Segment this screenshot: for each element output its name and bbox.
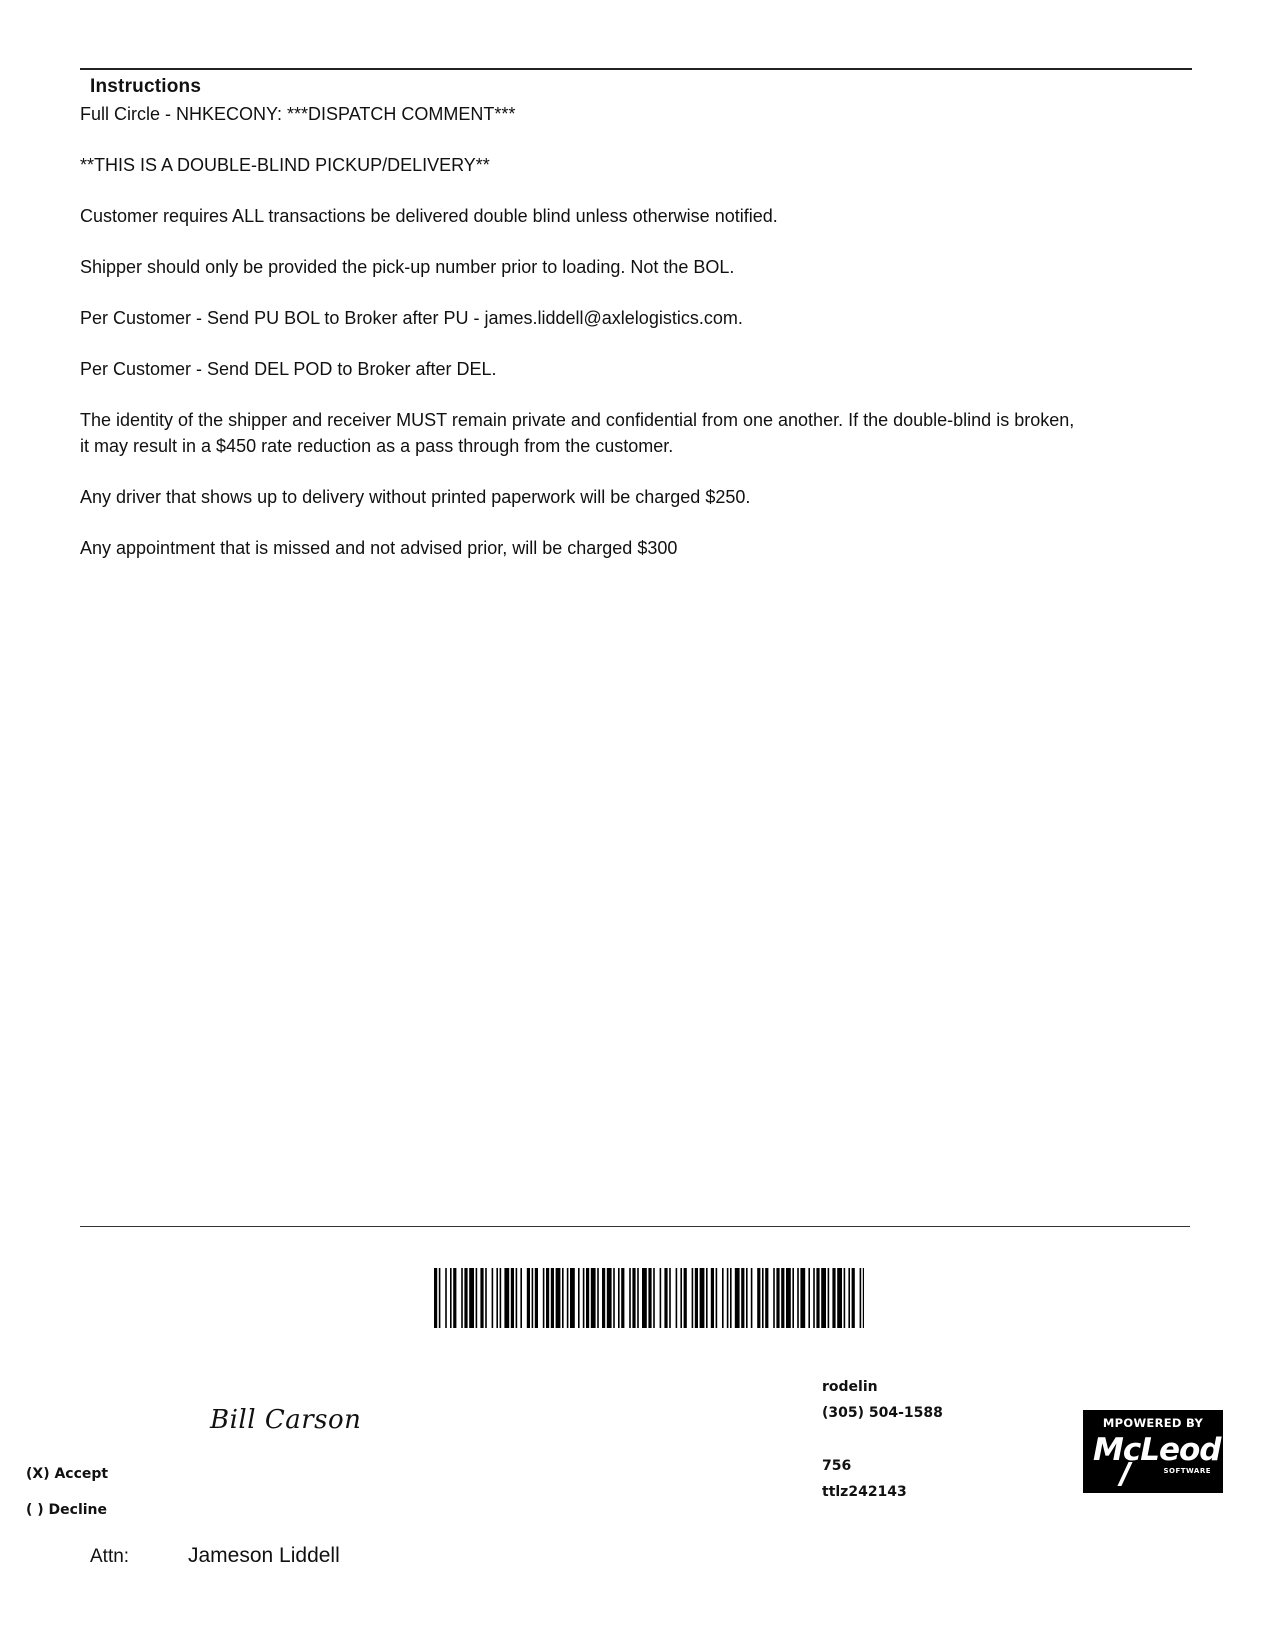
decline-option: ( ) Decline [26,1502,108,1518]
barcode-bar [746,1268,748,1328]
barcode-bar [730,1268,732,1328]
barcode-bar [844,1268,846,1328]
logo-tagline: MPOWERED BY [1102,1416,1204,1430]
barcode-bar [669,1268,671,1328]
barcode-bar [535,1268,538,1328]
barcode-bar [556,1268,561,1328]
barcode-bar [695,1268,698,1328]
barcode-bar [735,1268,740,1328]
barcode-bar [852,1268,855,1328]
barcode-bar [586,1268,589,1328]
barcode-bar [602,1268,605,1328]
barcode-bar [716,1268,718,1328]
barcode-bar [439,1268,441,1328]
barcode-bar [527,1268,530,1328]
contact-phone: (305) 504-1588 [822,1405,943,1421]
barcode-bar [751,1268,753,1328]
instruction-line: Any driver that shows up to delivery without printed paperwork will be charged $250. [80,486,751,507]
instruction-line: Any appointment that is missed and not advised prior, will be charged $300 [80,537,678,558]
barcode-bar [461,1268,463,1328]
barcode-bar [653,1268,655,1328]
barcode-bar [496,1268,498,1328]
barcode-bar [567,1268,569,1328]
barcode-bar [765,1268,768,1328]
barcode-bar [860,1268,862,1328]
barcode-bar [706,1268,708,1328]
barcode-bar [837,1268,842,1328]
barcode-bar [757,1268,760,1328]
barcode-bar [632,1268,635,1328]
barcode-bar [453,1268,456,1328]
barcode-bar [516,1268,518,1328]
barcode-bar [434,1268,437,1328]
logo-brand: McLeod [1093,1432,1221,1468]
barcode-bar [680,1268,682,1328]
instruction-line: Full Circle - NHKECONY: ***DISPATCH COMMENT*** [80,104,516,124]
barcode-bar [485,1268,487,1328]
barcode-bar [684,1268,687,1328]
barcode-bar [800,1268,805,1328]
barcode-bar [863,1268,864,1328]
instruction-line: Shipper should only be provided the pick-up number prior to loading. Not the BOL. [80,257,735,277]
barcode-bar [828,1268,830,1328]
instructions-body [80,102,1080,587]
barcode-bar [642,1268,647,1328]
barcode-bar [621,1268,624,1328]
logo-subtitle: SOFTWARE [1163,1467,1211,1475]
instruction-line: **THIS IS A DOUBLE-BLIND PICKUP/DELIVERY** [80,155,490,175]
barcode-bar [664,1268,667,1328]
barcode-bar [469,1268,474,1328]
barcode-bar [551,1268,554,1328]
barcode-bar [578,1268,580,1328]
instruction-line: Customer requires ALL transactions be delivered double blind unless otherwise notified. [80,206,778,226]
barcode-bar [607,1268,612,1328]
barcode-bar [450,1268,452,1328]
barcode-bar [629,1268,631,1328]
instruction-line: Per Customer - Send PU BOL to Broker after PU - james.liddell@axlelogistics.com. [80,308,743,328]
contact-number: 756 [822,1458,852,1474]
barcode-bar [500,1268,502,1328]
barcode-image [434,1268,864,1328]
barcode-bar [792,1268,794,1328]
instruction-line: Per Customer - Send DEL POD to Broker after DEL. [80,359,497,379]
barcode-bar [562,1268,564,1328]
barcode-bar [532,1268,534,1328]
barcode-bar [597,1268,599,1328]
barcode-bar [648,1268,651,1328]
barcode-bar [776,1268,779,1328]
instructions-title: Instructions [90,76,202,97]
attn-label: Attn: [90,1546,130,1567]
barcode-bar [464,1268,467,1328]
barcode-bar [821,1268,826,1328]
barcode-bar [591,1268,596,1328]
barcode-bar [480,1268,483,1328]
barcode-bar [700,1268,705,1328]
contact-code: ttlz242143 [822,1484,907,1500]
barcode-bar [676,1268,678,1328]
barcode-bar [741,1268,744,1328]
barcode-bar [773,1268,775,1328]
barcode-bar [570,1268,575,1328]
barcode-bar [786,1268,791,1328]
accept-option: (X) Accept [26,1466,109,1482]
barcode-bar [583,1268,585,1328]
barcode-bar [848,1268,850,1328]
contact-user: rodelin [822,1379,878,1395]
barcode-bar [546,1268,549,1328]
barcode-bar [637,1268,639,1328]
barcode-bar [711,1268,714,1328]
barcode-bar [492,1268,494,1328]
barcode-bar [613,1268,615,1328]
top-divider [80,68,1192,70]
barcode-bar [832,1268,835,1328]
barcode-bar [727,1268,729,1328]
barcode-bar [660,1268,662,1328]
barcode-bar [520,1268,522,1328]
barcode-bar [511,1268,514,1328]
barcode-bar [816,1268,819,1328]
signature: Bill Carson [210,1405,362,1435]
barcode-bar [543,1268,545,1328]
barcode-bar [808,1268,810,1328]
mcleod-logo [1083,1410,1223,1493]
bottom-divider [80,1226,1190,1227]
attn-name: Jameson Liddell [188,1544,340,1567]
barcode-bar [813,1268,815,1328]
barcode-bar [722,1268,724,1328]
barcode-bar [692,1268,694,1328]
barcode-bar [762,1268,764,1328]
barcode-bar [504,1268,509,1328]
instruction-line: The identity of the shipper and receiver MUST remain private and confidential from one another. If the double-blind is broken, it may result in a $450 rate reduction as a pass through from the customer. [80,410,1075,456]
barcode-bar [445,1268,447,1328]
barcode-bar [476,1268,478,1328]
barcode-bar [618,1268,620,1328]
barcode-bar [797,1268,799,1328]
barcode-bar [781,1268,784,1328]
